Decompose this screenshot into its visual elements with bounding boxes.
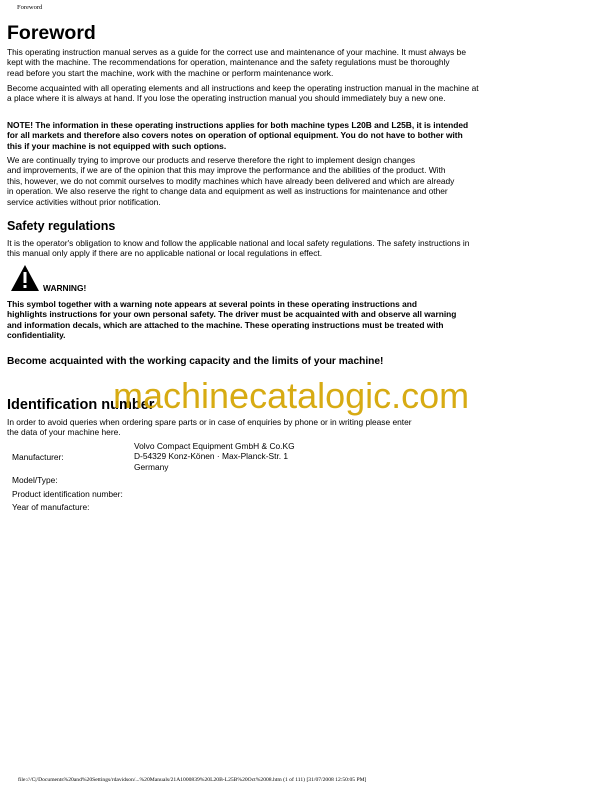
foreword-paragraph-3: We are continually trying to improve our products and reserve therefore the right to implement design changes and improvements, if we are of the opinion that this may improve the performance and the abilities of the product. With this, however, we do not commit ourselves to modify machines which have already been delivered and which are already in operation. We also reserve the right to change data and equipment as well as instructions for maintenance and other service activities without prior notification. [7, 155, 455, 207]
watermark: machinecatalogic.com [113, 375, 470, 416]
safety-heading: Safety regulations [7, 219, 116, 233]
warning-text: This symbol together with a warning note appears at several points in these operating instructions and highlights instructions for your own personal safety. The driver must be acquainted with and observe all warning and information decals, which are attached to the machine. These operating instructions must be treated with confidentiality. [7, 299, 457, 341]
page-header: Foreword [17, 4, 43, 11]
manufacturer-label: Manufacturer: [12, 452, 64, 462]
safety-paragraph: It is the operator's obligation to know and follow the applicable national and local safety regulations. The safety instructions in this manual only apply if there are no applicable national or local regulations in effect. [7, 238, 470, 259]
model-label: Model/Type: [12, 475, 58, 485]
pin-label: Product identification number: [12, 489, 123, 499]
capacity-notice: Become acquainted with the working capacity and the limits of your machine! [7, 356, 384, 367]
page-title: Foreword [7, 22, 96, 44]
manufacturer-value: Volvo Compact Equipment GmbH & Co.KG D-54329 Konz-Könen · Max-Planck-Str. 1 Germany [134, 441, 295, 472]
identification-intro: In order to avoid queries when ordering spare parts or in case of enquiries by phone or in writing please enter the data of your machine here. [7, 417, 412, 438]
identification-heading: Identification number [7, 397, 155, 413]
warning-label: WARNING! [43, 283, 87, 293]
page-footer: file:///C|/Documents%20and%20Settings/rdavidson/...%20Manuals/21A1000839%20L20B-L25B%20Oct%2008.htm (1 of 111) [31/07/2008 12:50:05 PM] [18, 777, 367, 783]
foreword-paragraph-1: This operating instruction manual serves as a guide for the correct use and maintenance of your machine. It must always be kept with the machine. The recommendations for operation, maintenance and the safety regulations must be thoroughly read before you start the machine, work with the machine or perform maintenance work. [7, 47, 467, 78]
year-label: Year of manufacture: [12, 502, 90, 512]
note-paragraph: NOTE! The information in these operating instructions applies for both machine types L20B and L25B, it is intended for all markets and therefore also covers notes on operation of optional equipment. You do not have to bother with this if your machine is not equipped with such options. [7, 120, 469, 151]
foreword-paragraph-2: Become acquainted with all operating elements and all instructions and keep the operating instruction manual in the machine at a place where it is always at hand. If you lose the operating instruction manual you should immediately buy a new one. [7, 83, 479, 104]
